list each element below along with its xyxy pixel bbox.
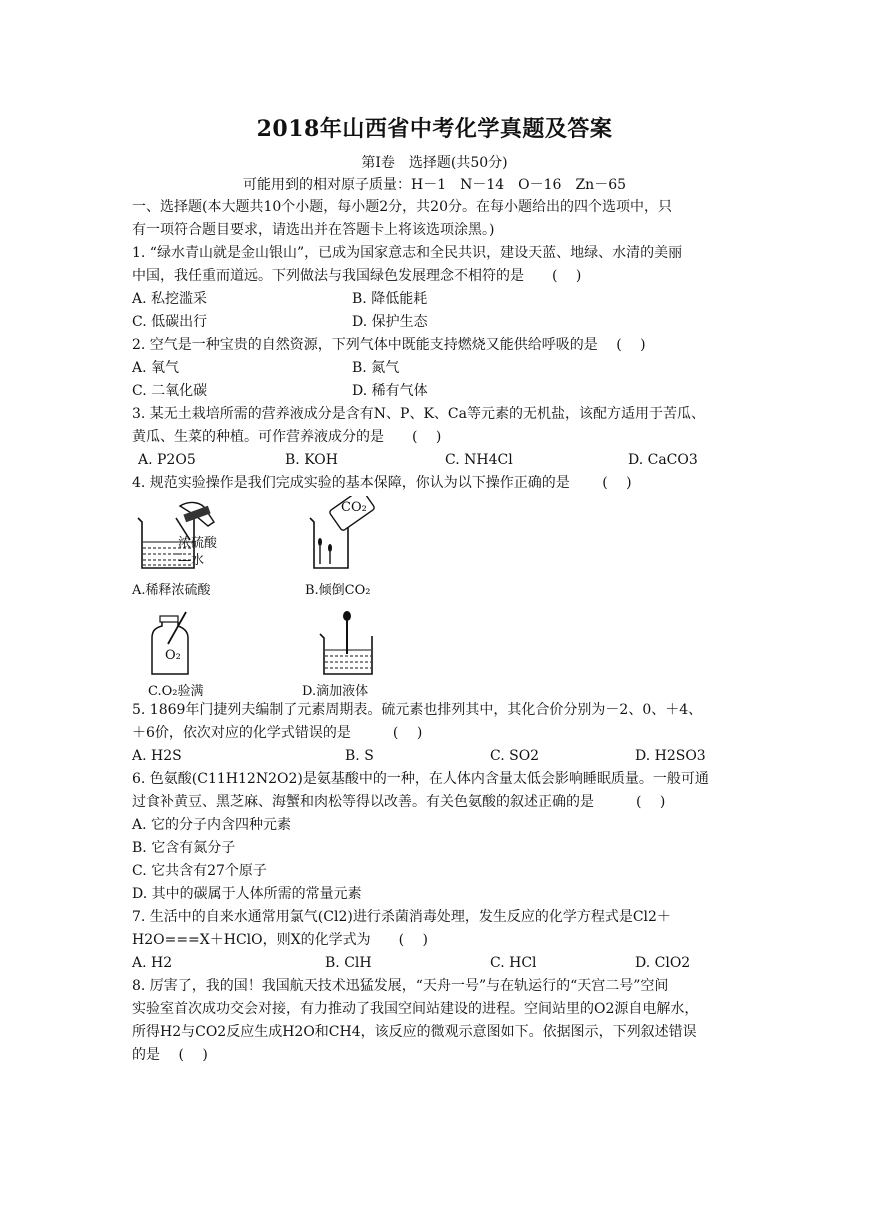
q4-line-1: 4. 规范实验操作是我们完成实验的基本保障，你认为以下操作正确的是 ( ) xyxy=(132,475,632,491)
q6-line-1: 6. 色氨酸(C11H12N2O2)是氨基酸中的一种，在人体内含量太低会影响睡眠质量。一般可通 xyxy=(132,771,709,787)
q3-line-1: 3. 某无土栽培所需的营养液成分是含有N、P、K、Ca等元素的无机盐，该配方适用于苦瓜、 xyxy=(132,406,705,422)
atomic-masses: 可能用到的相对原子质量：H－1 N－14 O－16 Zn－65 xyxy=(242,177,627,193)
q1-option-a: A. 私挖滥采 xyxy=(132,291,208,307)
page-title: 2018年山西省中考化学真题及答案 xyxy=(256,116,613,142)
q7-option-d: D. ClO2 xyxy=(635,955,691,971)
figure-c-o2-test xyxy=(150,610,210,680)
q5-line-1: 5. 1869年门捷列夫编制了元素周期表。硫元素也排列其中，其化合价分别为－2、0、＋4、 xyxy=(132,702,703,718)
figure-d-caption: D.滴加液体 xyxy=(302,684,369,699)
q2-option-a: A. 氧气 xyxy=(132,360,180,376)
q3-option-a: A. P2O5 xyxy=(138,452,196,468)
figure-a-label-water-text: 水 xyxy=(191,553,205,568)
q5-option-a: A. H2S xyxy=(132,748,182,764)
q7-option-b: B. ClH xyxy=(325,955,372,971)
q2-option-b: B. 氮气 xyxy=(352,360,400,376)
q5-line-2: ＋6价，依次对应的化学式错误的是 ( ) xyxy=(132,725,423,741)
q1-line-2: 中国，我任重而道远。下列做法与我国绿色发展理念不相符的是 ( ) xyxy=(132,268,582,284)
instructions-line-2: 有一项符合题目要求，请选出并在答题卡上将该选项涂黑。) xyxy=(132,222,495,238)
q6-option-b: B. 它含有氮分子 xyxy=(132,840,236,856)
q1-option-d: D. 保护生态 xyxy=(352,314,428,330)
q1-line-1: 1. “绿水青山就是金山银山”，已成为国家意志和全民共识，建设天蓝、地绿、水清的美丽 xyxy=(132,245,683,261)
section-heading: 第Ⅰ卷 选择题(共50分) xyxy=(361,155,508,171)
q5-option-b: B. S xyxy=(345,748,374,764)
q7-option-a: A. H2 xyxy=(132,955,173,971)
q2-line-1: 2. 空气是一种宝贵的自然资源，下列气体中既能支持燃烧又能供给呼吸的是 ( ) xyxy=(132,337,646,353)
figure-a-label-water: —水 xyxy=(178,553,205,568)
figure-b-pour-co2 xyxy=(300,496,380,576)
instructions-line-1: 一、选择题(本大题共10个小题，每小题2分，共20分。在每小题给出的四个选项中，只 xyxy=(132,199,672,215)
q2-option-d: D. 稀有气体 xyxy=(352,383,428,399)
q8-line-4: 的是 ( ) xyxy=(132,1047,208,1063)
q7-line-2: H2O===X＋HClO，则X的化学式为 ( ) xyxy=(132,932,428,948)
q3-option-d: D. CaCO3 xyxy=(628,452,698,468)
q6-option-d: D. 其中的碳属于人体所需的常量元素 xyxy=(132,886,362,902)
q7-line-1: 7. 生活中的自来水通常用氯气(Cl2)进行杀菌消毒处理，发生反应的化学方程式是Cl2＋ xyxy=(132,909,671,925)
q3-line-2: 黄瓜、生菜的种植。可作营养液成分的是 ( ) xyxy=(132,429,442,445)
q8-line-3: 所得H2与CO2反应生成H2O和CH4，该反应的微观示意图如下。依据图示，下列叙述错误 xyxy=(132,1024,697,1040)
q2-option-c: C. 二氧化碳 xyxy=(132,383,208,399)
q6-line-2: 过食补黄豆、黑芝麻、海蟹和肉松等得以改善。有关色氨酸的叙述正确的是 ( ) xyxy=(132,794,666,810)
q6-option-a: A. 它的分子内含四种元素 xyxy=(132,817,292,833)
q5-option-c: C. SO2 xyxy=(490,748,540,764)
q1-option-b: B. 降低能耗 xyxy=(352,291,428,307)
q3-option-b: B. KOH xyxy=(285,452,338,468)
figure-b-caption: B.倾倒CO₂ xyxy=(305,583,371,598)
q7-option-c: C. HCl xyxy=(490,955,537,971)
q6-option-c: C. 它共含有27个原子 xyxy=(132,863,267,879)
figure-b-label-co2: CO₂ xyxy=(341,500,367,515)
figure-c-label-o2: O₂ xyxy=(165,648,181,663)
figure-a-caption: A.稀释浓硫酸 xyxy=(132,583,211,598)
q1-option-c: C. 低碳出行 xyxy=(132,314,208,330)
figure-a-label-acid: 浓硫酸 xyxy=(178,536,218,551)
q3-option-c: C. NH4Cl xyxy=(445,452,513,468)
q8-line-2: 实验室首次成功交会对接，有力推动了我国空间站建设的进程。空间站里的O2源自电解水， xyxy=(132,1001,699,1017)
q8-line-1: 8. 厉害了，我的国！我国航天技术迅猛发展，“天舟一号”与在轨运行的“天宫二号”空间 xyxy=(132,978,669,994)
figure-d-dropper xyxy=(316,610,386,680)
figure-c-caption: C.O₂验满 xyxy=(148,684,204,699)
q5-option-d: D. H2SO3 xyxy=(635,748,706,764)
